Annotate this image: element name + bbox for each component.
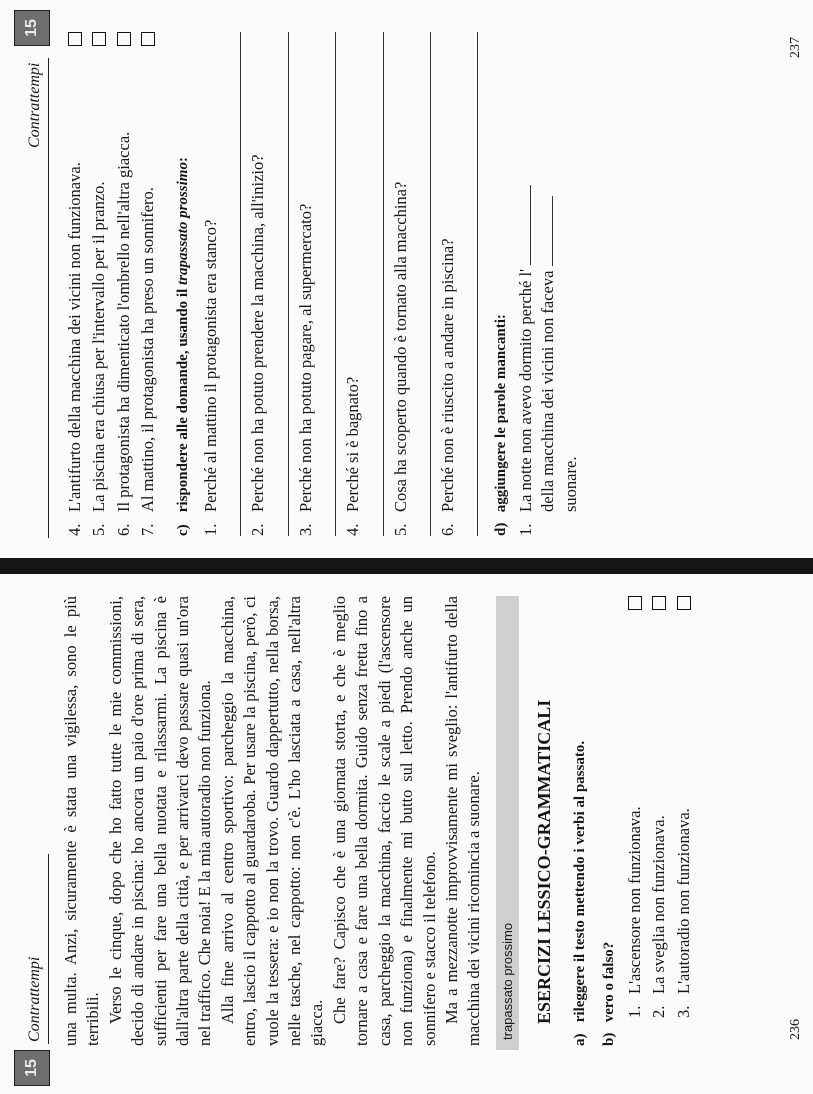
exercise-letter: c) xyxy=(174,524,191,536)
question-text: Perché non ha potuto pagare, al supermercato? xyxy=(295,203,315,512)
exercise-a xyxy=(569,596,591,1046)
running-title: Contrattempi xyxy=(26,956,43,1042)
question-number: 2. xyxy=(248,523,268,536)
question-number: 5. xyxy=(390,523,410,536)
exercise-instruction-end: : xyxy=(174,157,191,163)
question-number: 6. xyxy=(438,523,458,536)
running-title: Contrattempi xyxy=(26,62,43,148)
exercise-letter: d) xyxy=(493,522,510,536)
item-text: La piscina era chiusa per l'intervallo per il pranzo. xyxy=(89,181,109,512)
question-text: Cosa ha scoperto quando è tornato alla macchina? xyxy=(390,181,410,512)
list-item xyxy=(137,32,159,536)
question xyxy=(342,32,383,536)
answer-line[interactable] xyxy=(459,32,478,536)
answer-line[interactable] xyxy=(222,32,241,536)
exercise-instruction: rispondere alle domande, usando il xyxy=(174,288,191,513)
item-number: 3. xyxy=(673,1005,693,1018)
checkbox[interactable] xyxy=(117,32,131,46)
page-number: 237 xyxy=(788,37,803,58)
fill-in-blank[interactable] xyxy=(516,185,531,265)
item-text: L'ascensore non funzionava. xyxy=(624,806,644,994)
question-text: Perché non è riuscito a andare in piscina? xyxy=(438,238,458,512)
page-number: 236 xyxy=(788,1019,803,1040)
question-number: 4. xyxy=(343,523,363,536)
question-text: Perché non ha potuto prendere la macchina, all'inizio? xyxy=(248,154,268,512)
question-list xyxy=(200,32,478,536)
running-title-rule xyxy=(48,58,49,538)
exercise-b xyxy=(598,596,620,1046)
list-item xyxy=(64,32,86,536)
checkbox[interactable] xyxy=(677,596,691,610)
paragraph: Verso le cinque, dopo che ho fatto tutte le mie commissioni, decido di andare in piscina: ho ancora un paio d'ore prima di sera, sufficienti per fare una bella nuotata e rilassarmi. La piscina è dall'altra parte della città, e per arrivarci devo passare quasi un'ora nel traffico. Che noia! E la mia autoradio non funziona. xyxy=(105,596,215,1046)
answer-line[interactable] xyxy=(270,32,289,536)
answer-line[interactable] xyxy=(365,32,384,536)
item-text: L'autoradio non funzionava. xyxy=(673,808,693,994)
question xyxy=(200,32,241,536)
exercise-instruction: aggiungere le parole mancanti: xyxy=(493,314,510,513)
fill-in-blank[interactable] xyxy=(538,196,553,266)
exercise-instruction: rileggere il testo mettendo i verbi al passato. xyxy=(572,740,589,1023)
checkbox[interactable] xyxy=(628,596,642,610)
question-text: Perché si è bagnato? xyxy=(343,376,363,512)
left-page xyxy=(0,574,813,1094)
item-number: 6. xyxy=(113,523,133,536)
item-text: La sveglia non funzionava. xyxy=(649,815,669,994)
true-false-list xyxy=(624,596,695,1018)
checkbox[interactable] xyxy=(652,596,666,610)
fill-in-item xyxy=(515,32,582,536)
question-text: Perché al mattino il protagonista era stanco? xyxy=(201,219,221,512)
list-item xyxy=(113,32,135,536)
item-number: 1. xyxy=(515,523,535,536)
exercise-d xyxy=(490,32,512,536)
paragraph: Alla fine arrivo al centro sportivo: parcheggio la macchina, entro, lascio il cappotto al guardaroba. Per usare la piscina, però, ci vuole la tessera: e io non la trovo. Guardo dappertutto, nella borsa, nelle tasche, nel cappotto: non c'è. L'ho lasciata a casa, nell'altra giacca. xyxy=(217,596,327,1046)
grammar-box: trapassato prossimo xyxy=(496,596,519,1050)
chapter-badge: 15 xyxy=(14,1050,50,1086)
question-number: 1. xyxy=(201,523,221,536)
fill-in-text: La notte non avevo dormito perché l' xyxy=(515,268,535,512)
fill-in-text: della macchina dei vicini non faceva xyxy=(538,270,558,512)
paragraph: una multa. Anzi, sicuramente è stata una vigilessa, sono le più terribili. xyxy=(61,596,103,1046)
right-page-body xyxy=(60,32,584,536)
question xyxy=(390,32,431,536)
item-text: L'antifurto della macchina dei vicini non funzionava. xyxy=(65,162,84,512)
list-item xyxy=(648,596,670,1018)
question xyxy=(437,32,478,536)
answer-line[interactable] xyxy=(412,32,431,536)
exercises-title: ESERCIZI LESSICO-GRAMMATICALI xyxy=(533,699,554,1024)
question xyxy=(295,32,336,536)
paragraph: Ma a mezzanotte improvvisamente mi sveglio: l'antifurto della macchina dei vicini ricomincia a suonare. xyxy=(441,596,484,1046)
list-item xyxy=(673,596,695,1018)
running-title-rule xyxy=(48,854,49,1044)
exercise-instruction: vero o falso? xyxy=(600,941,617,1023)
item-text: Al mattino, il protagonista ha preso un sonnifero. xyxy=(138,187,158,512)
book-gutter xyxy=(0,558,813,574)
checkbox[interactable] xyxy=(141,32,155,46)
fill-in-text: suonare. xyxy=(560,456,580,512)
item-number: 5. xyxy=(89,523,109,536)
exercise-c xyxy=(172,32,194,536)
paragraph: Che fare? Capisco che è una giornata storta, e che è meglio tornare a casa e fare una bella dormita. Guido senza fretta fino a casa, parcheggio la macchina, faccio le scale a piedi (l'ascensore non funziona) e finalmente mi butto sul letto. Prendo anche un sonnifero e stacco il telefono. xyxy=(329,596,439,1046)
question-number: 3. xyxy=(295,523,315,536)
checkbox[interactable] xyxy=(68,32,82,46)
left-page-body xyxy=(60,596,697,1046)
exercise-letter: b) xyxy=(600,1032,617,1046)
checkbox[interactable] xyxy=(92,32,106,46)
item-number: 7. xyxy=(138,523,158,536)
chapter-badge: 15 xyxy=(14,10,50,46)
item-number: 1. xyxy=(624,1005,644,1018)
question xyxy=(247,32,288,536)
list-item xyxy=(88,32,110,536)
exercise-letter: a) xyxy=(572,1033,589,1046)
true-false-list xyxy=(64,32,160,536)
item-number: 2. xyxy=(649,1005,669,1018)
item-number: 4. xyxy=(65,523,84,536)
item-text: Il protagonista ha dimenticato l'ombrello nell'altra giacca. xyxy=(113,131,133,512)
answer-line[interactable] xyxy=(317,32,336,536)
exercise-instruction-italic: trapassato prossimo xyxy=(174,162,191,285)
list-item xyxy=(624,596,646,1018)
